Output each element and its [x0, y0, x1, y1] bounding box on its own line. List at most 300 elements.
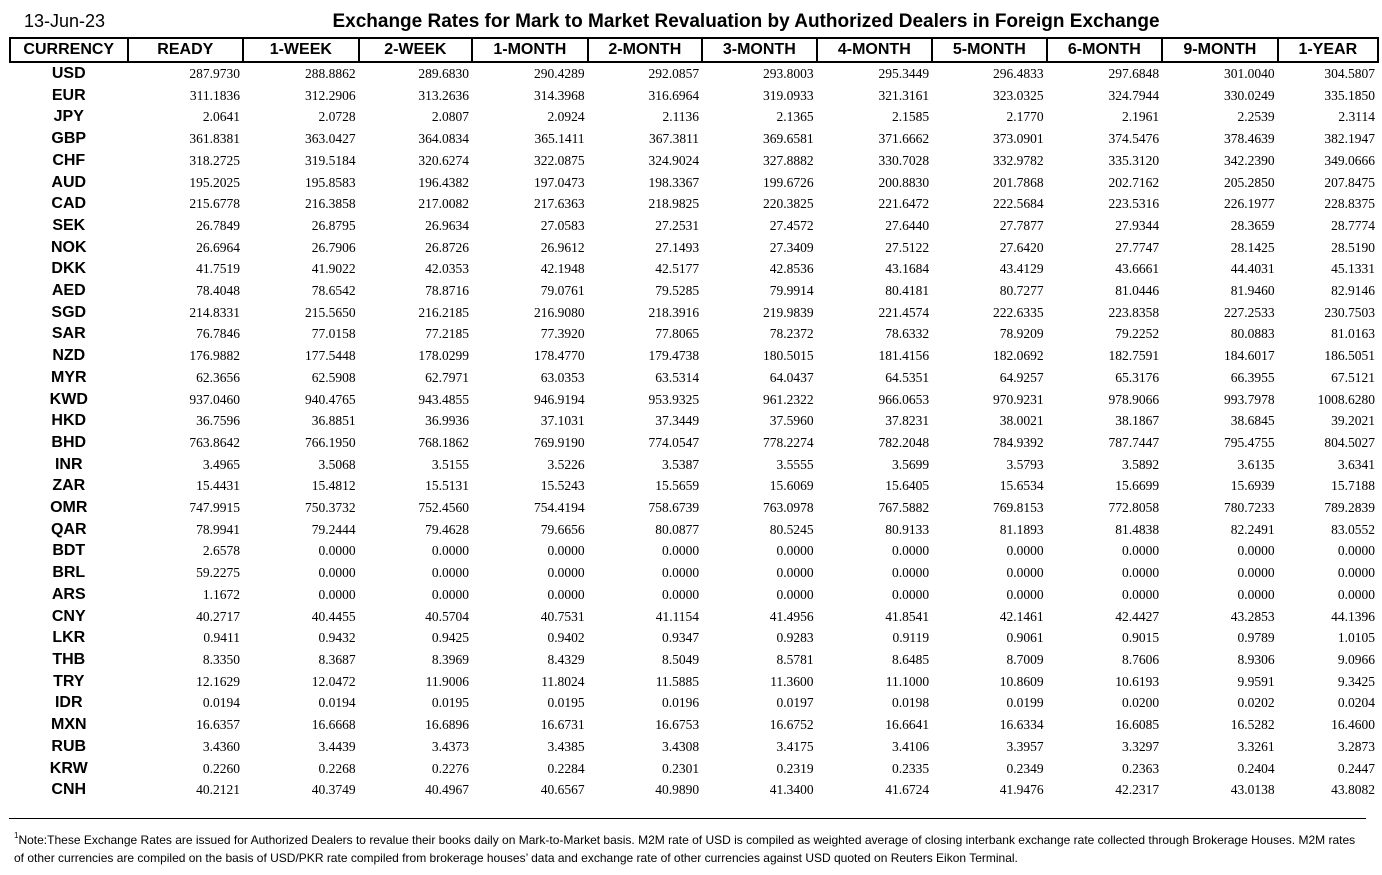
rate-cell: 970.9231 [992, 391, 1044, 407]
rate-cell: 16.6641 [885, 717, 930, 733]
rate-cell: 327.8882 [762, 152, 814, 168]
rate-cell: 0.2335 [891, 760, 930, 776]
currency-code: AUD [51, 173, 87, 191]
rate-cell: 28.5190 [1331, 239, 1375, 255]
column-header-2-week: 2-WEEK [359, 38, 472, 62]
rate-cell: 0.0000 [1121, 586, 1160, 602]
table-row [10, 627, 1378, 649]
rate-cell: 763.0978 [762, 500, 814, 516]
rate-cell: 11.8024 [541, 673, 585, 689]
rate-cell: 200.8830 [878, 174, 930, 190]
rate-cell: 37.3449 [655, 413, 700, 429]
table-row [10, 237, 1378, 259]
rate-cell: 28.1425 [1230, 239, 1275, 255]
table-row [10, 475, 1378, 497]
rate-cell: 82.2491 [1230, 521, 1275, 537]
rate-cell: 0.0202 [1237, 695, 1275, 711]
currency-code: AED [51, 282, 86, 300]
rate-cell: 37.1031 [540, 413, 585, 429]
rate-cell: 3.4360 [202, 738, 241, 754]
rate-cell: 768.1862 [418, 434, 470, 450]
rate-cell: 769.9190 [533, 434, 585, 450]
rate-cell: 766.1950 [304, 434, 356, 450]
rate-cell: 198.3367 [648, 174, 700, 190]
rate-cell: 42.2317 [1115, 782, 1160, 798]
rate-cell: 10.8609 [999, 673, 1044, 689]
rate-cell: 42.4427 [1115, 608, 1160, 624]
rate-cell: 966.0653 [878, 391, 930, 407]
rate-cell: 16.6334 [999, 717, 1044, 733]
rate-cell: 36.8851 [311, 413, 356, 429]
rate-cell: 0.2319 [776, 760, 814, 776]
rate-cell: 371.6662 [878, 131, 930, 147]
rate-cell: 27.6440 [885, 217, 930, 233]
rate-cell: 16.5282 [1230, 717, 1275, 733]
table-row [10, 367, 1378, 389]
currency-code: CHF [52, 151, 86, 169]
table-row [10, 692, 1378, 714]
table-row [10, 714, 1378, 736]
rate-cell: 0.0000 [318, 586, 356, 602]
rate-cell: 296.4833 [992, 66, 1044, 81]
rate-cell: 378.4639 [1223, 131, 1275, 147]
rate-cell: 318.2725 [189, 152, 241, 168]
exchange-rate-table [9, 37, 1379, 801]
rate-cell: 373.0901 [992, 131, 1044, 147]
rate-cell: 316.6964 [648, 87, 700, 103]
column-header-1-year: 1-YEAR [1278, 38, 1378, 62]
rate-cell: 0.0000 [431, 565, 470, 581]
rate-cell: 222.5684 [992, 196, 1044, 212]
rate-cell: 226.1977 [1223, 196, 1275, 212]
table-row [10, 302, 1378, 324]
currency-code: MYR [50, 368, 87, 386]
rate-cell: 207.8475 [1324, 174, 1375, 190]
rate-cell: 787.7447 [1108, 434, 1160, 450]
rate-cell: 27.5122 [885, 239, 930, 255]
rate-cell: 0.0000 [1006, 543, 1044, 559]
table-row [10, 562, 1378, 584]
rate-cell: 0.0000 [891, 586, 930, 602]
rate-cell: 78.6332 [885, 326, 930, 342]
rate-cell: 3.4385 [547, 738, 585, 754]
rate-cell: 3.3957 [1006, 738, 1044, 754]
rate-cell: 222.6335 [992, 304, 1044, 320]
rate-cell: 3.4106 [891, 738, 930, 754]
rate-cell: 195.2025 [189, 174, 241, 190]
rate-cell: 2.1770 [1006, 109, 1044, 125]
rate-cell: 63.0353 [540, 369, 585, 385]
rate-cell: 0.0000 [1006, 565, 1044, 581]
rate-cell: 80.7277 [999, 283, 1044, 299]
rate-cell: 0.0196 [661, 695, 700, 711]
rate-cell: 80.0883 [1230, 326, 1275, 342]
rate-cell: 67.5121 [1331, 369, 1375, 385]
rate-cell: 15.6534 [999, 478, 1044, 494]
currency-code: DKK [51, 260, 87, 278]
rate-cell: 79.0761 [540, 283, 585, 299]
rate-cell: 43.8082 [1331, 782, 1375, 798]
rate-cell: 199.6726 [762, 174, 814, 190]
rate-cell: 41.9476 [999, 782, 1044, 798]
rate-cell: 81.9460 [1230, 283, 1275, 299]
rate-cell: 2.0728 [318, 109, 356, 125]
rate-cell: 323.0325 [992, 87, 1044, 103]
rate-cell: 0.0000 [1237, 586, 1275, 602]
rate-cell: 12.0472 [311, 673, 356, 689]
currency-code: THB [52, 650, 86, 668]
table-row [10, 172, 1378, 194]
rate-cell: 81.0163 [1331, 326, 1375, 342]
rate-cell: 0.2301 [661, 760, 700, 776]
rate-cell: 227.2533 [1223, 304, 1275, 320]
rate-cell: 182.0692 [992, 348, 1044, 364]
rate-cell: 0.0195 [431, 695, 470, 711]
rate-cell: 2.1585 [891, 109, 930, 125]
rate-cell: 44.4031 [1230, 261, 1275, 277]
table-row [10, 85, 1378, 107]
rate-cell: 216.2185 [418, 304, 470, 320]
rate-cell: 3.5226 [547, 456, 585, 472]
rate-cell: 44.1396 [1331, 608, 1375, 624]
rate-cell: 8.3687 [318, 651, 356, 667]
rate-cell: 40.6567 [540, 782, 585, 798]
column-header-5-month: 5-MONTH [932, 38, 1047, 62]
rate-cell: 40.7531 [540, 608, 585, 624]
table-row [10, 606, 1378, 628]
report-date: 13-Jun-23 [24, 11, 106, 31]
rate-cell: 8.5781 [776, 651, 814, 667]
rate-cell: 64.0437 [769, 369, 814, 385]
rate-cell: 0.0194 [202, 695, 241, 711]
rate-cell: 330.7028 [878, 152, 930, 168]
rate-cell: 79.2444 [311, 521, 356, 537]
rate-cell: 804.5027 [1324, 434, 1375, 450]
table-row [10, 432, 1378, 454]
currency-code: EUR [51, 86, 86, 104]
rate-cell: 0.0000 [431, 543, 470, 559]
rate-cell: 80.0877 [655, 521, 700, 537]
rate-cell: 287.9730 [189, 66, 241, 81]
rate-cell: 9.9591 [1237, 673, 1275, 689]
currency-code: BHD [51, 433, 87, 451]
rate-cell: 42.1461 [999, 608, 1044, 624]
rate-cell: 0.9283 [776, 630, 814, 646]
rate-cell: 78.4048 [196, 283, 241, 299]
rate-cell: 38.6845 [1230, 413, 1275, 429]
rate-cell: 10.6193 [1115, 673, 1160, 689]
rate-cell: 365.1411 [534, 131, 585, 147]
rate-cell: 43.1684 [885, 261, 930, 277]
table-row [10, 497, 1378, 519]
rate-cell: 42.1948 [540, 261, 585, 277]
table-row [10, 779, 1378, 801]
rate-cell: 45.1331 [1331, 261, 1375, 277]
column-header-4-month: 4-MONTH [817, 38, 933, 62]
rate-cell: 784.9392 [992, 434, 1044, 450]
rate-cell: 40.2717 [196, 608, 241, 624]
rate-cell: 311.1836 [189, 87, 241, 103]
rate-cell: 80.5245 [769, 521, 814, 537]
table-header [10, 38, 1378, 62]
rate-cell: 0.9425 [431, 630, 470, 646]
rate-cell: 8.7009 [1006, 651, 1044, 667]
rate-cell: 2.1136 [662, 109, 700, 125]
rate-cell: 217.0082 [418, 196, 470, 212]
rate-cell: 772.8058 [1108, 500, 1160, 516]
rate-cell: 8.5049 [661, 651, 700, 667]
rate-cell: 40.4967 [425, 782, 470, 798]
table-row [10, 540, 1378, 562]
rate-cell: 3.2873 [1337, 738, 1375, 754]
rate-cell: 16.6357 [196, 717, 241, 733]
rate-cell: 9.3425 [1337, 673, 1375, 689]
rate-cell: 15.4431 [196, 478, 241, 494]
rate-cell: 66.3955 [1230, 369, 1275, 385]
rate-cell: 15.5131 [425, 478, 470, 494]
rate-cell: 79.9914 [769, 283, 814, 299]
rate-cell: 11.5885 [655, 673, 700, 689]
rate-cell: 0.0000 [318, 543, 356, 559]
rate-cell: 943.4855 [418, 391, 470, 407]
rate-cell: 304.5807 [1324, 66, 1375, 81]
rate-cell: 0.9402 [547, 630, 585, 646]
rate-cell: 342.2390 [1223, 152, 1275, 168]
rate-cell: 292.0857 [648, 66, 700, 81]
rate-cell: 0.9347 [661, 630, 700, 646]
rate-cell: 747.9915 [189, 500, 241, 516]
rate-cell: 41.3400 [769, 782, 814, 798]
rate-cell: 0.0000 [318, 565, 356, 581]
rate-cell: 1008.6280 [1317, 391, 1375, 407]
rate-cell: 182.7591 [1108, 348, 1160, 364]
rate-cell: 319.5184 [304, 152, 356, 168]
rate-cell: 78.9209 [999, 326, 1044, 342]
rate-cell: 382.1947 [1324, 131, 1375, 147]
rate-cell: 64.5351 [885, 369, 930, 385]
rate-cell: 77.0158 [311, 326, 356, 342]
rate-cell: 0.0000 [547, 586, 585, 602]
rate-cell: 16.6753 [655, 717, 700, 733]
rate-cell: 205.2850 [1223, 174, 1275, 190]
table-row [10, 128, 1378, 150]
rate-cell: 295.3449 [878, 66, 930, 81]
footnote-divider [9, 818, 1366, 819]
rate-cell: 349.0666 [1324, 152, 1375, 168]
table-row [10, 215, 1378, 237]
rate-cell: 8.4329 [547, 651, 585, 667]
rate-cell: 80.4181 [885, 283, 930, 299]
rate-cell: 0.9789 [1237, 630, 1275, 646]
rate-cell: 41.7519 [196, 261, 241, 277]
column-header-1-week: 1-WEEK [243, 38, 359, 62]
rate-cell: 0.0000 [891, 543, 930, 559]
rate-cell: 40.9890 [655, 782, 700, 798]
rate-cell: 197.0473 [533, 174, 585, 190]
rate-cell: 2.0807 [431, 109, 470, 125]
rate-cell: 2.6578 [202, 543, 241, 559]
rate-cell: 42.0353 [425, 261, 470, 277]
rate-cell: 3.6341 [1337, 456, 1375, 472]
rate-cell: 42.8536 [769, 261, 814, 277]
table-row [10, 258, 1378, 280]
rate-cell: 3.4439 [318, 738, 356, 754]
rate-cell: 15.6405 [885, 478, 930, 494]
rate-cell: 186.5051 [1324, 348, 1375, 364]
rate-cell: 0.2363 [1121, 760, 1160, 776]
table-row [10, 193, 1378, 215]
rate-cell: 81.4838 [1115, 521, 1160, 537]
column-header-2-month: 2-MONTH [588, 38, 703, 62]
rate-cell: 369.6581 [762, 131, 814, 147]
rate-cell: 181.4156 [878, 348, 930, 364]
currency-code: BDT [52, 542, 86, 560]
rate-cell: 27.1493 [655, 239, 700, 255]
rate-cell: 41.8541 [885, 608, 930, 624]
rate-cell: 196.4382 [418, 174, 470, 190]
rate-cell: 8.3350 [202, 651, 241, 667]
rate-cell: 43.6661 [1115, 261, 1160, 277]
rate-cell: 26.7849 [196, 217, 241, 233]
rate-cell: 201.7868 [992, 174, 1044, 190]
rate-cell: 3.5387 [661, 456, 700, 472]
rate-cell: 758.6739 [648, 500, 700, 516]
rate-cell: 0.0204 [1337, 695, 1375, 711]
column-header-currency: CURRENCY [10, 38, 128, 62]
rate-cell: 38.0021 [999, 413, 1044, 429]
rate-cell: 79.5285 [655, 283, 700, 299]
rate-cell: 321.3161 [878, 87, 930, 103]
rate-cell: 27.6420 [999, 239, 1044, 255]
column-header-6-month: 6-MONTH [1047, 38, 1163, 62]
rate-cell: 2.3114 [1338, 109, 1375, 125]
rate-cell: 16.6731 [540, 717, 585, 733]
currency-code: JPY [53, 108, 84, 126]
rate-cell: 0.0000 [776, 543, 814, 559]
rate-cell: 215.6778 [189, 196, 241, 212]
rate-cell: 217.6363 [533, 196, 585, 212]
rate-cell: 3.3297 [1121, 738, 1160, 754]
rate-cell: 27.7877 [999, 217, 1044, 233]
rate-cell: 0.9411 [203, 630, 241, 646]
rate-cell: 0.0000 [1237, 543, 1275, 559]
rate-cell: 0.0197 [776, 695, 814, 711]
rate-cell: 62.3656 [196, 369, 241, 385]
currency-code: NZD [52, 347, 86, 365]
rate-cell: 230.7503 [1324, 304, 1375, 320]
rate-cell: 41.4956 [769, 608, 814, 624]
rate-cell: 3.6135 [1237, 456, 1275, 472]
rate-cell: 320.6274 [418, 152, 470, 168]
rate-cell: 3.5699 [891, 456, 930, 472]
rate-cell: 40.5704 [425, 608, 470, 624]
rate-cell: 218.9825 [648, 196, 700, 212]
rate-cell: 38.1867 [1115, 413, 1160, 429]
table-row [10, 389, 1378, 411]
currency-code: RUB [51, 737, 87, 755]
table-row [10, 519, 1378, 541]
rate-cell: 946.9194 [533, 391, 585, 407]
rate-cell: 0.2268 [318, 760, 356, 776]
rate-cell: 15.5243 [540, 478, 585, 494]
rate-cell: 0.2349 [1006, 760, 1044, 776]
rate-cell: 0.9015 [1121, 630, 1160, 646]
rate-cell: 290.4289 [533, 66, 585, 81]
rate-cell: 16.6085 [1115, 717, 1160, 733]
rate-cell: 16.6752 [769, 717, 814, 733]
currency-code: LKR [52, 629, 86, 647]
currency-code: KRW [49, 759, 88, 777]
rate-cell: 62.5908 [311, 369, 356, 385]
table-row [10, 649, 1378, 671]
footnote-text: Note:These Exchange Rates are issued for Authorized Dealers to revalue their books daily on Mark-to-Market basis. M2M rate of USD is compiled as weighted average of closing interbank exchange rate collected through Brokerage Houses. M2M rates of other currencies are compiled on the basis of USD/PKR rate compiled from brokerage houses’ data and exchange rate of other currencies against USD quoted on Reuters Eikon Terminal. [14, 833, 1356, 865]
rate-cell: 36.9936 [425, 413, 470, 429]
rate-cell: 16.6896 [425, 717, 470, 733]
rate-cell: 11.1000 [885, 673, 930, 689]
rate-cell: 27.2531 [655, 217, 700, 233]
rate-cell: 195.8583 [304, 174, 356, 190]
rate-cell: 78.9941 [196, 521, 241, 537]
rate-cell: 324.9024 [648, 152, 700, 168]
rate-cell: 180.5015 [762, 348, 814, 364]
rate-cell: 28.7774 [1331, 217, 1375, 233]
rate-cell: 16.4600 [1331, 717, 1375, 733]
rate-cell: 219.9839 [762, 304, 814, 320]
rate-cell: 297.6848 [1108, 66, 1160, 81]
rate-cell: 3.4373 [431, 738, 470, 754]
rate-cell: 218.3916 [648, 304, 700, 320]
rate-cell: 78.2372 [769, 326, 814, 342]
rate-cell: 27.0583 [540, 217, 585, 233]
currency-code: BRL [52, 564, 86, 582]
column-header-1-month: 1-MONTH [472, 38, 588, 62]
rate-cell: 11.3600 [770, 673, 814, 689]
rate-cell: 81.1893 [999, 521, 1044, 537]
rate-cell: 59.2275 [196, 565, 241, 581]
rate-cell: 41.1154 [655, 608, 700, 624]
rate-cell: 27.3409 [769, 239, 814, 255]
rate-cell: 15.5659 [655, 478, 700, 494]
rate-cell: 0.9119 [892, 630, 930, 646]
rate-cell: 223.5316 [1108, 196, 1160, 212]
rate-cell: 0.0000 [1337, 586, 1375, 602]
table-row [10, 62, 1378, 85]
currency-code: HKD [51, 412, 87, 430]
rate-cell: 214.8331 [189, 304, 241, 320]
rate-cell: 953.9325 [648, 391, 700, 407]
rate-cell: 40.3749 [311, 782, 356, 798]
rate-cell: 0.0000 [891, 565, 930, 581]
rate-cell: 0.0000 [1337, 543, 1375, 559]
rate-cell: 79.2252 [1115, 326, 1160, 342]
rate-cell: 0.9432 [318, 630, 356, 646]
rate-cell: 77.8065 [655, 326, 700, 342]
rate-cell: 0.0000 [661, 586, 700, 602]
table-row [10, 345, 1378, 367]
rate-cell: 780.7233 [1223, 500, 1275, 516]
rate-cell: 26.9634 [425, 217, 470, 233]
rate-cell: 3.5068 [318, 456, 356, 472]
rate-cell: 335.1850 [1324, 87, 1375, 103]
currency-code: SEK [52, 216, 86, 234]
page-title: Exchange Rates for Mark to Market Revaluation by Authorized Dealers in Foreign Exchange [332, 11, 1160, 32]
rate-cell: 179.4738 [648, 348, 700, 364]
rate-cell: 2.0924 [547, 109, 585, 125]
rate-cell: 176.9882 [189, 348, 241, 364]
rate-cell: 177.5448 [304, 348, 356, 364]
rate-cell: 37.5960 [769, 413, 814, 429]
rate-cell: 39.2021 [1331, 413, 1375, 429]
